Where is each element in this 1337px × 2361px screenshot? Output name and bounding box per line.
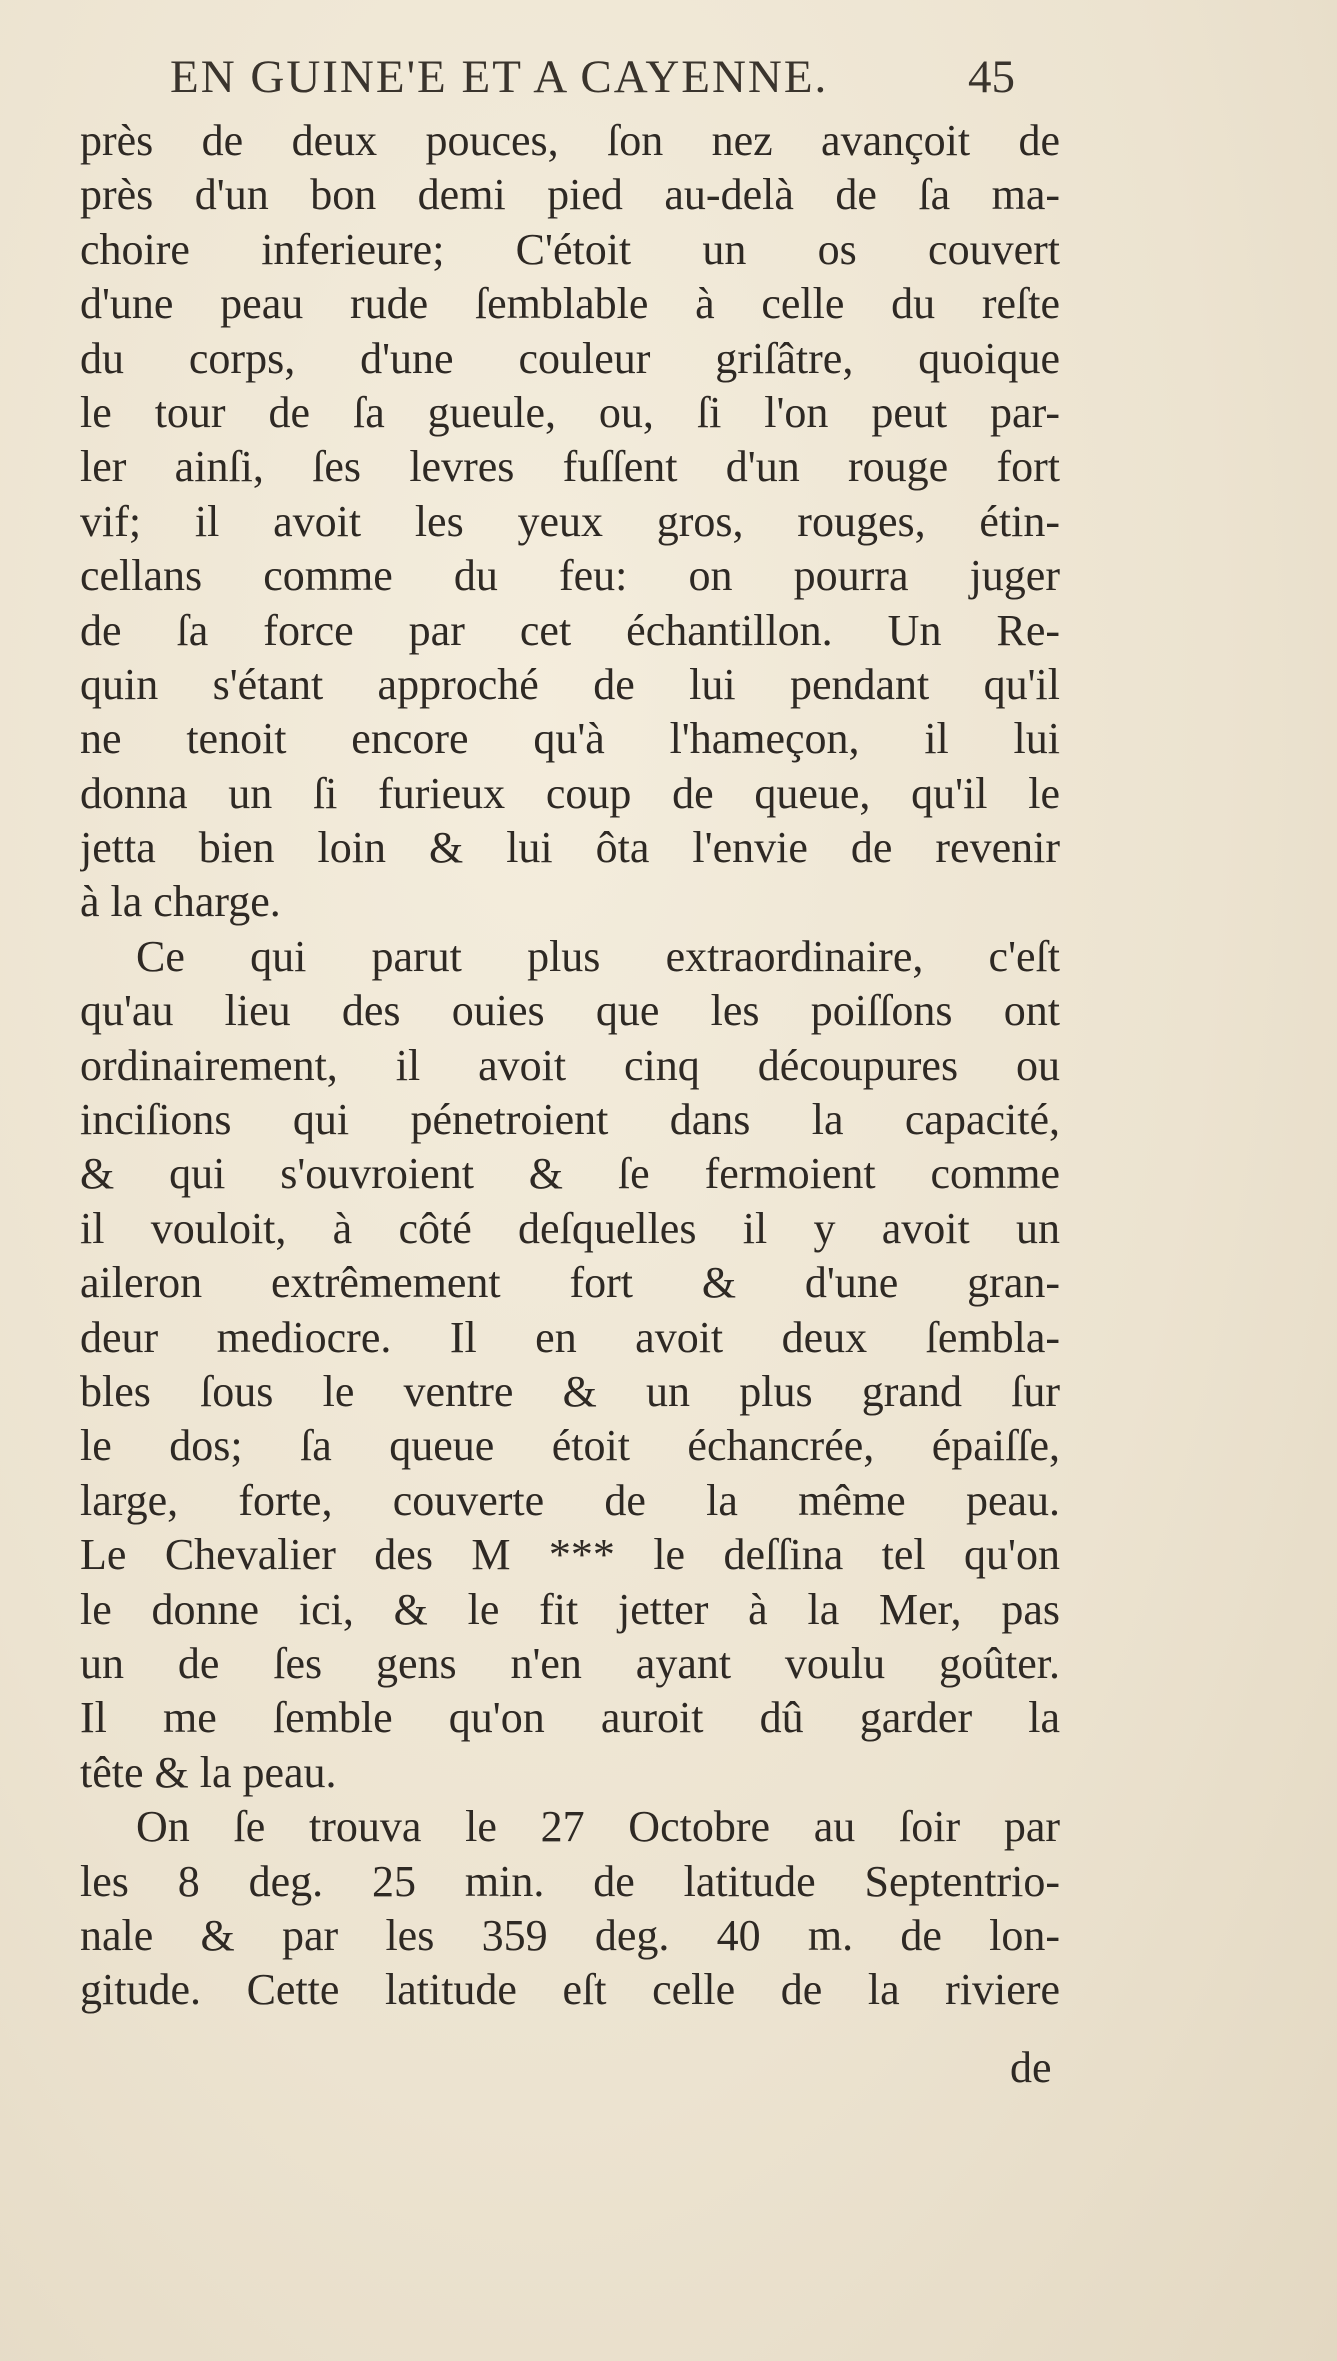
text-line: Le Chevalier des M *** le deſſina tel qu'on: [80, 1530, 1060, 1580]
text-line: du corps, d'une couleur griſâtre, quoique: [80, 333, 1060, 383]
text-line: ne tenoit encore qu'à l'hameçon, il lui: [80, 714, 1060, 764]
text-line: près de deux pouces, ſon nez avançoit de: [80, 116, 1060, 165]
text-line: le tour de ſa gueule, ou, ſi l'on peut par-: [80, 387, 1060, 437]
text-line: vif; il avoit les yeux gros, rouges, étin-: [80, 496, 1060, 546]
text-line: d'une peau rude ſemblable à celle du reſte: [80, 279, 1060, 329]
text-line: cellans comme du feu: on pourra juger: [80, 551, 1060, 601]
text-line: près d'un bon demi pied au-delà de ſa ma-: [80, 170, 1060, 220]
catchword: de: [1010, 2043, 1052, 2092]
text-line: Il me ſemble qu'on auroit dû garder la: [80, 1693, 1060, 1743]
text-line: choire inferieure; C'étoit un os couvert: [80, 224, 1060, 274]
text-line: large, forte, couverte de la même peau.: [80, 1475, 1060, 1525]
text-line: inciſions qui pénetroient dans la capacité,: [80, 1095, 1060, 1145]
page-number: 45: [968, 51, 1015, 103]
text-line: le donne ici, & le fit jetter à la Mer, pas: [80, 1584, 1060, 1634]
text-line: deur mediocre. Il en avoit deux ſembla-: [80, 1312, 1060, 1362]
text-line: un de ſes gens n'en ayant voulu goûter.: [80, 1638, 1060, 1688]
text-line: jetta bien loin & lui ôta l'envie de revenir: [80, 823, 1060, 873]
running-title: EN GUINE'E ET A CAYENNE.: [170, 51, 829, 103]
text-line: les 8 deg. 25 min. de latitude Septentrio-: [80, 1856, 1060, 1906]
text-line: le dos; ſa queue étoit échancrée, épaiſſe,: [80, 1421, 1060, 1471]
text-line: ler ainſi, ſes levres fuſſent d'un rouge fort: [80, 442, 1060, 492]
text-line: tête & la peau.: [80, 1747, 337, 1797]
body-text: [80, 114, 1080, 2018]
text-line: Ce qui parut plus extraordinaire, c'eſt: [136, 931, 1060, 981]
text-line: à la charge.: [80, 877, 281, 927]
text-line: ordinairement, il avoit cinq découpures ou: [80, 1040, 1060, 1090]
text-line: qu'au lieu des ouies que les poiſſons ont: [80, 986, 1060, 1036]
text-line: nale & par les 359 deg. 40 m. de lon-: [80, 1910, 1060, 1960]
text-line: bles ſous le ventre & un plus grand ſur: [80, 1366, 1060, 1416]
text-line: aileron extrêmement fort & d'une gran-: [80, 1258, 1060, 1308]
text-line: gitude. Cette latitude eſt celle de la riviere: [80, 1965, 1060, 2015]
text-line: de ſa force par cet échantillon. Un Re-: [80, 605, 1060, 655]
text-line: quin s'étant approché de lui pendant qu'il: [80, 659, 1060, 709]
text-line: & qui s'ouvroient & ſe fermoient comme: [80, 1149, 1060, 1199]
text-line: donna un ſi furieux coup de queue, qu'il le: [80, 768, 1060, 818]
text-line: il vouloit, à côté deſquelles il y avoit un: [80, 1203, 1060, 1253]
text-line: On ſe trouva le 27 Octobre au ſoir par: [136, 1802, 1060, 1852]
